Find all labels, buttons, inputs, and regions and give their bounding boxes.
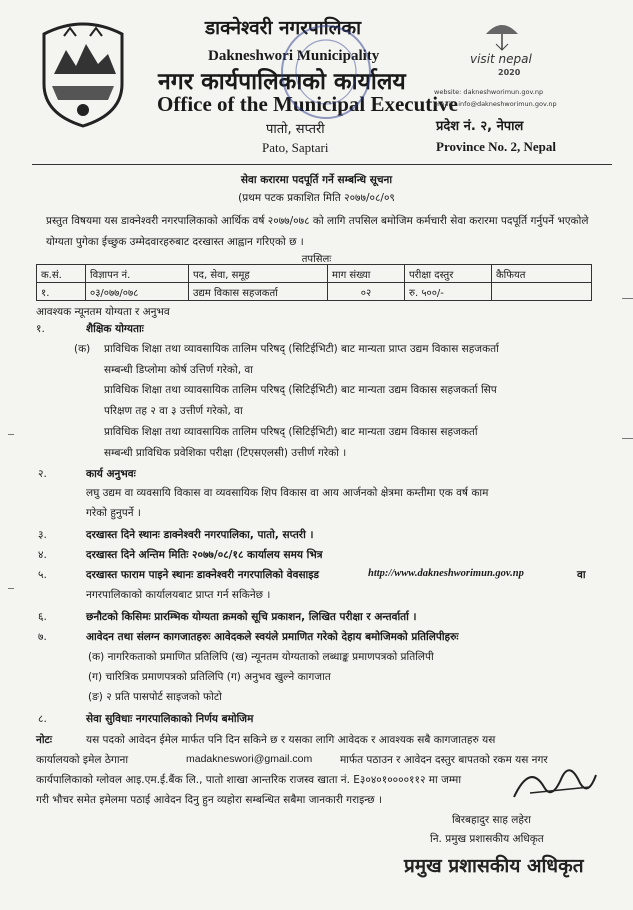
item6-text: छनौटको किसिमः प्रारम्भिक योग्यता क्रमको सूचि प्रकाशन, लिखित परीक्षा र अन्तर्वार्ता । bbox=[86, 611, 417, 623]
cell-post: उद्यम विकास सहजकर्ता bbox=[189, 283, 328, 301]
visit-nepal-year: 2020 bbox=[498, 68, 521, 77]
signatory-title: नि. प्रमुख प्रशासकीय अधिकृत bbox=[430, 833, 544, 845]
email-text: email : info@dakneshworimun.gov.np bbox=[434, 100, 557, 108]
requirements-heading: आवश्यक न्यूनतम योग्यता र अनुभव bbox=[36, 306, 170, 318]
margin-mark bbox=[622, 298, 633, 299]
exp-number: २. bbox=[38, 468, 47, 480]
edu-a-line2: सम्बन्धी डिप्लोमा कोर्ष उत्तिर्ण गरेको, वा bbox=[104, 364, 253, 376]
visit-nepal-text: visit nepal bbox=[470, 52, 532, 66]
note-line1: यस पदको आवेदन ईमेल मार्फत पनि दिन सकिने छ र यसका लागि आवेदक र आवश्यक सबै कागजातहरु यस bbox=[86, 734, 496, 746]
margin-mark bbox=[622, 438, 633, 439]
edu-title: शैक्षिक योग्यताः bbox=[86, 323, 144, 335]
website-link[interactable]: http://www.dakneshworimun.gov.np bbox=[368, 568, 524, 579]
exp-title: कार्य अनुभवः bbox=[86, 468, 136, 480]
org-name-nepali: डाक्नेश्वरी नगरपालिका bbox=[205, 17, 362, 39]
header-post: पद, सेवा, समूह bbox=[189, 265, 328, 283]
municipality-emblem-icon bbox=[36, 14, 130, 128]
item7-number: ७. bbox=[38, 631, 47, 643]
header-divider bbox=[32, 164, 612, 165]
item5-line2: नगरपालिकाको कार्यालयबाट प्राप्त गर्न सकिनेछ । bbox=[86, 589, 271, 601]
edu-marker: (क) bbox=[74, 343, 91, 355]
item8-number: ८. bbox=[38, 713, 47, 725]
item5-number: ५. bbox=[38, 569, 47, 581]
item7-docs-c: (ङ) २ प्रति पासपोर्ट साइजको फोटो bbox=[88, 691, 222, 703]
item7-text: आवेदन तथा संलग्न कागजातहरुः आवेदकले स्वयंले प्रमाणित गरेको देहाय बमोजिमको प्रतिलिपीहरुः bbox=[86, 631, 459, 643]
place-nepali: पातो, सप्तरी bbox=[266, 122, 325, 137]
item3-number: ३. bbox=[38, 529, 47, 541]
province-english: Province No. 2, Nepal bbox=[436, 139, 556, 154]
exp-line1: लघु उद्यम वा व्यवसायि विकास वा व्यवसायिक शिप विकास वा आय आर्जनको क्षेत्रमा कम्तीमा एक वर्ष काम bbox=[86, 487, 489, 499]
note-line2b: मार्फत पठाउन र आवेदन दस्तुर बापतको रकम यस नगर bbox=[340, 754, 548, 766]
header-count: माग संख्या bbox=[328, 265, 405, 283]
item5-text: दरखास्त फाराम पाइने स्थानः डाक्नेश्वरी नगरपालिको वेवसाइड bbox=[86, 569, 320, 581]
office-name-english: Office of the Municipal Executive bbox=[157, 92, 458, 116]
office-seal-stamp bbox=[278, 22, 374, 122]
notice-title: सेवा करारमा पदपूर्ति गर्ने सम्बन्धि सूचना bbox=[240, 174, 393, 186]
margin-mark bbox=[8, 434, 14, 435]
item5-tail: वा bbox=[577, 569, 586, 581]
designation-stamp: प्रमुख प्रशासकीय अधिकृत bbox=[404, 855, 584, 877]
cell-count: ०२ bbox=[328, 283, 405, 301]
tapasil-label: तपसिलः bbox=[301, 254, 332, 265]
note-label: नोटः bbox=[36, 734, 52, 746]
office-name-nepali: नगर कार्यपालिकाको कार्यालय bbox=[158, 69, 406, 95]
website-text: website: dakneshworimun.gov.np bbox=[434, 88, 544, 96]
item8-text: सेवा सुविधाः नगरपालिकाको निर्णय बमोजिम bbox=[86, 713, 254, 725]
edu-b-line1: प्राविधिक शिक्षा तथा व्यावसायिक तालिम परिषद् (सिटिईभिटी) बाट मान्यता उद्यम विकास सहजकर्ता सिप bbox=[104, 384, 497, 396]
cell-remarks bbox=[492, 283, 592, 301]
header-sn: क.सं. bbox=[37, 265, 86, 283]
note-line4: गरी भौचर समेत इमेलमा पठाई आवेदन दिनु हुन व्यहोरा सम्बन्धित सबैमा जानकारी गराइन्छ । bbox=[36, 794, 382, 806]
item7-docs-a: (क) नागरिकताको प्रमाणित प्रतिलिपि (ख) न्यूनतम योग्यताको लब्धाङ्क प्रमाणपत्रको प्रतिलिपी bbox=[88, 651, 434, 663]
published-date: (प्रथम पटक प्रकाशित मिति २०७७/०८/०९ bbox=[238, 192, 395, 204]
cell-sn: १. bbox=[37, 283, 86, 301]
signatory-name: बिरबहादुर साह लहेरा bbox=[452, 814, 531, 826]
edu-number: १. bbox=[36, 323, 45, 335]
cell-fee: रु. ५००/- bbox=[405, 283, 492, 301]
item3-text: दरखास्त दिने स्थानः डाक्नेश्वरी नगरपालिका, पातो, सप्तरी । bbox=[86, 529, 314, 541]
exp-line2: गरेको हुनुपर्ने । bbox=[86, 507, 141, 519]
note-line3: कार्यपालिकाको ग्लोवल आइ.एम.ई.बैंक लि., पातो शाखा आन्तरिक राजस्व खाता नं. E३०४०१००००११२ मा जम्मा bbox=[36, 774, 462, 786]
org-name-english: Dakneshwori Municipality bbox=[208, 48, 380, 64]
note-email-link[interactable]: madakneswori@gmail.com bbox=[186, 753, 313, 765]
header-remarks: कैफियत bbox=[492, 265, 592, 283]
edu-c-line1: प्राविधिक शिक्षा तथा व्यावसायिक तालिम परिषद् (सिटिईभिटी) बाट मान्यता उद्यम विकास सहजकर्ता bbox=[104, 426, 478, 438]
edu-c-line2: सम्बन्धी प्राविधिक प्रवेशिका परीक्षा (टिएसएलसी) उत्तीर्ण गरेको । bbox=[104, 447, 347, 459]
table-row bbox=[37, 283, 592, 301]
vacancy-table bbox=[36, 264, 592, 301]
table-header-row bbox=[37, 265, 592, 283]
cell-advert-no: ०३/०७७/०७८ bbox=[86, 283, 189, 301]
umbrella-icon bbox=[482, 14, 522, 54]
intro-paragraph: प्रस्तुत विषयमा यस डाक्नेश्वरी नगरपालिकाको आर्थिक वर्ष २०७७/०७८ को लागि तपसिल बमोजिम कर्मचारी सेवा करारमा पदपूर्ति गर्नुपर्ने भएकोले योग्यता पुगेका ईच्छुक उम्मेदवारहरुबाट दरखास्त आह्वान गरिएको छ । bbox=[46, 215, 589, 248]
header-advert-no: विज्ञापन नं. bbox=[86, 265, 189, 283]
item6-number: ६. bbox=[38, 611, 47, 623]
province-nepali: प्रदेश नं. २, नेपाल bbox=[436, 119, 524, 134]
item7-docs-b: (ग) चारित्रिक प्रमाणपत्रको प्रतिलिपि (ग) अनुभव खुल्ने कागजात bbox=[88, 671, 331, 683]
place-english: Pato, Saptari bbox=[262, 140, 329, 155]
visit-nepal-logo bbox=[468, 14, 578, 86]
item4-number: ४. bbox=[38, 549, 47, 561]
note-line2a: कार्यालयको इमेल ठेगाना bbox=[36, 754, 129, 766]
header-fee: परीक्षा दस्तुर bbox=[405, 265, 492, 283]
margin-mark bbox=[8, 588, 14, 589]
signature-scribble bbox=[510, 757, 600, 805]
edu-a-line1: प्राविधिक शिक्षा तथा व्यावसायिक तालिम परिषद् (सिटिईभिटी) बाट मान्यता प्राप्त उद्यम विकास सहजकर्ता bbox=[104, 343, 499, 355]
edu-b-line2: परिक्षण तह २ वा ३ उत्तीर्ण गरेको, वा bbox=[104, 405, 243, 417]
item4-text: दरखास्त दिने अन्तिम मितिः २०७७/०८/१८ कार्यालय समय भित्र bbox=[86, 549, 323, 561]
